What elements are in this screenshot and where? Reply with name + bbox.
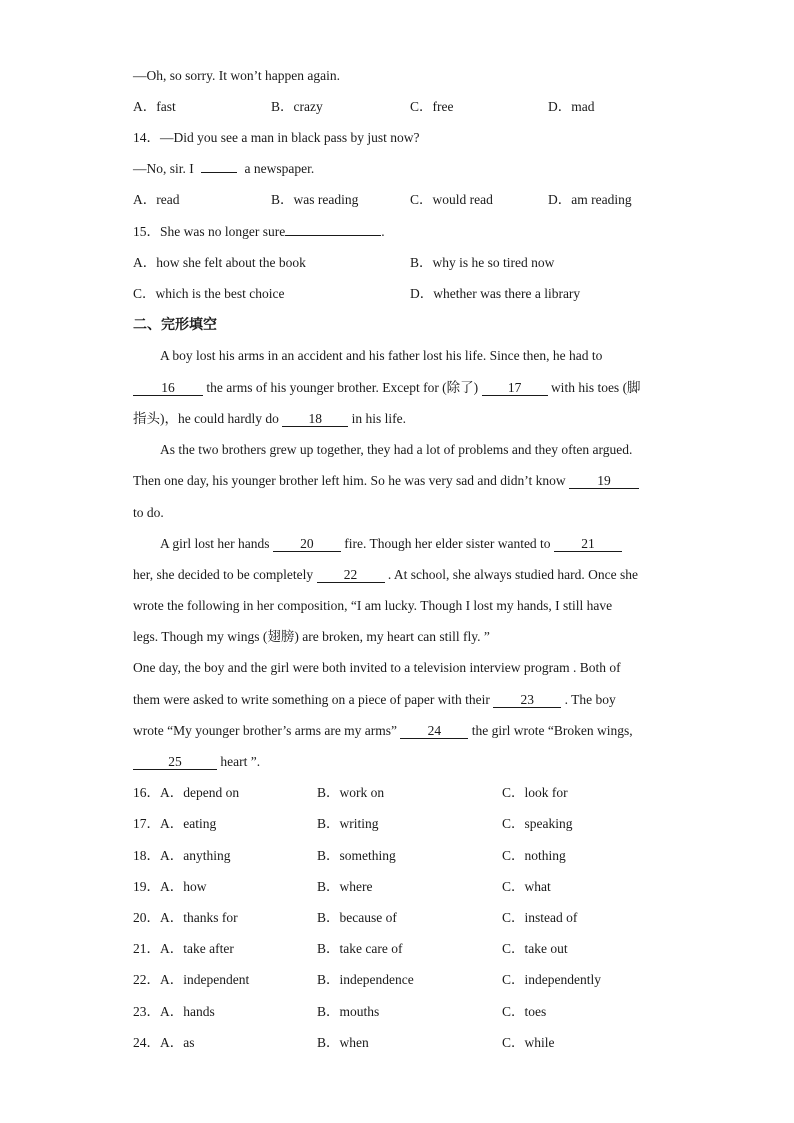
passage-text: them were asked to write something on a piece of paper with their bbox=[133, 692, 490, 707]
passage-text: . At school, she always studied hard. Once she bbox=[387, 567, 638, 582]
passage-p2-line3: to do. bbox=[133, 505, 164, 520]
q15-blank bbox=[285, 235, 381, 236]
passage-p3-line2 bbox=[133, 567, 638, 583]
option-24-a: 24．A．as bbox=[133, 1035, 195, 1050]
option-22-a: 22．A．independent bbox=[133, 972, 250, 987]
option-20-c: C．instead of bbox=[502, 910, 578, 925]
passage-text: A girl lost her hands bbox=[160, 536, 270, 551]
blank-20: 20 bbox=[273, 537, 341, 552]
q13-option-c: C．free bbox=[410, 99, 454, 114]
option-24-c: C．while bbox=[502, 1035, 555, 1050]
q14-option-d: D．am reading bbox=[548, 192, 632, 207]
passage-text: in his life. bbox=[351, 411, 406, 426]
passage-p1-line3 bbox=[133, 411, 406, 427]
blank-17: 17 bbox=[482, 381, 548, 396]
q14-answer-line bbox=[133, 161, 314, 177]
blank-23: 23 bbox=[493, 693, 561, 708]
q15-option-d: D．whether was there a library bbox=[410, 286, 581, 301]
option-16-c: C．look for bbox=[502, 785, 568, 800]
option-16-a: 16．A．depend on bbox=[133, 785, 240, 800]
option-17-a: 17．A．eating bbox=[133, 816, 217, 831]
passage-text: the arms of his younger brother. Except for (除了) bbox=[206, 380, 479, 395]
passage-text: Then one day, his younger brother left him. So he was very sad and didn’t know bbox=[133, 473, 566, 488]
q14-question: 14．—Did you see a man in black pass by just now? bbox=[133, 130, 420, 145]
q14-option-a: A．read bbox=[133, 192, 180, 207]
q14-blank bbox=[201, 172, 237, 173]
option-19-b: B．where bbox=[317, 879, 373, 894]
q13-option-b: B．crazy bbox=[271, 99, 323, 114]
q15-option-a: A．how she felt about the book bbox=[133, 255, 306, 270]
passage-p4-line3 bbox=[133, 723, 633, 739]
section-title: 二、完形填空 bbox=[133, 317, 217, 333]
passage-p1-line1: A boy lost his arms in an accident and his father lost his life. Since then, he had to bbox=[160, 348, 603, 363]
passage-p1-line2 bbox=[133, 380, 641, 396]
option-18-b: B．something bbox=[317, 848, 396, 863]
option-23-c: C．toes bbox=[502, 1004, 547, 1019]
option-23-a: 23．A．hands bbox=[133, 1004, 215, 1019]
blank-19: 19 bbox=[569, 474, 639, 489]
option-19-c: C．what bbox=[502, 879, 551, 894]
q13-option-a: A．fast bbox=[133, 99, 176, 114]
passage-text: heart ”. bbox=[220, 754, 261, 769]
q15-end: . bbox=[381, 224, 385, 239]
q15-option-b: B．why is he so tired now bbox=[410, 255, 555, 270]
option-22-c: C．independently bbox=[502, 972, 601, 987]
option-17-c: C．speaking bbox=[502, 816, 573, 831]
option-16-b: B．work on bbox=[317, 785, 385, 800]
option-22-b: B．independence bbox=[317, 972, 414, 987]
option-20-b: B．because of bbox=[317, 910, 397, 925]
option-24-b: B．when bbox=[317, 1035, 369, 1050]
option-23-b: B．mouths bbox=[317, 1004, 380, 1019]
option-17-b: B．writing bbox=[317, 816, 379, 831]
q14-answer-post: a newspaper. bbox=[244, 161, 315, 176]
passage-p3-line1 bbox=[160, 536, 622, 552]
passage-p3-line4: legs. Though my wings (翅膀) are broken, my heart can still fly. ” bbox=[133, 629, 490, 644]
option-21-a: 21．A．take after bbox=[133, 941, 234, 956]
q15-option-c: C．which is the best choice bbox=[133, 286, 285, 301]
q14-answer-pre: —No, sir. I bbox=[133, 161, 194, 176]
q15-question: 15．She was no longer sure bbox=[133, 224, 286, 239]
option-21-c: C．take out bbox=[502, 941, 568, 956]
q14-option-c: C．would read bbox=[410, 192, 493, 207]
option-21-b: B．take care of bbox=[317, 941, 403, 956]
passage-p4-line2 bbox=[133, 692, 616, 708]
passage-text: fire. Though her elder sister wanted to bbox=[344, 536, 551, 551]
blank-16: 16 bbox=[133, 381, 203, 396]
passage-text: wrote “My younger brother’s arms are my arms” bbox=[133, 723, 398, 738]
q14-option-b: B．was reading bbox=[271, 192, 359, 207]
passage-p4-line4 bbox=[133, 754, 260, 770]
passage-text: with his toes (脚 bbox=[550, 380, 641, 395]
blank-22: 22 bbox=[317, 568, 385, 583]
passage-p2-line1: As the two brothers grew up together, they had a lot of problems and they often argued. bbox=[160, 442, 633, 457]
option-20-a: 20．A．thanks for bbox=[133, 910, 238, 925]
passage-p3-line3: wrote the following in her composition, “I am lucky. Though I lost my hands, I still have bbox=[133, 598, 613, 613]
passage-text: her, she decided to be completely bbox=[133, 567, 314, 582]
passage-text: . The boy bbox=[564, 692, 616, 707]
passage-text: the girl wrote “Broken wings, bbox=[471, 723, 633, 738]
q13-dialog: —Oh, so sorry. It won’t happen again. bbox=[133, 68, 340, 83]
q13-option-d: D．mad bbox=[548, 99, 595, 114]
q15-question-line bbox=[133, 224, 385, 240]
option-19-a: 19．A．how bbox=[133, 879, 207, 894]
passage-text: 指头)，he could hardly do bbox=[133, 411, 279, 426]
option-18-c: C．nothing bbox=[502, 848, 566, 863]
blank-18: 18 bbox=[282, 412, 348, 427]
blank-24: 24 bbox=[400, 724, 468, 739]
option-18-a: 18．A．anything bbox=[133, 848, 231, 863]
passage-p4-line1: One day, the boy and the girl were both invited to a television interview program . Both of bbox=[133, 660, 621, 675]
blank-25: 25 bbox=[133, 755, 217, 770]
passage-p2-line2 bbox=[133, 473, 639, 489]
blank-21: 21 bbox=[554, 537, 622, 552]
